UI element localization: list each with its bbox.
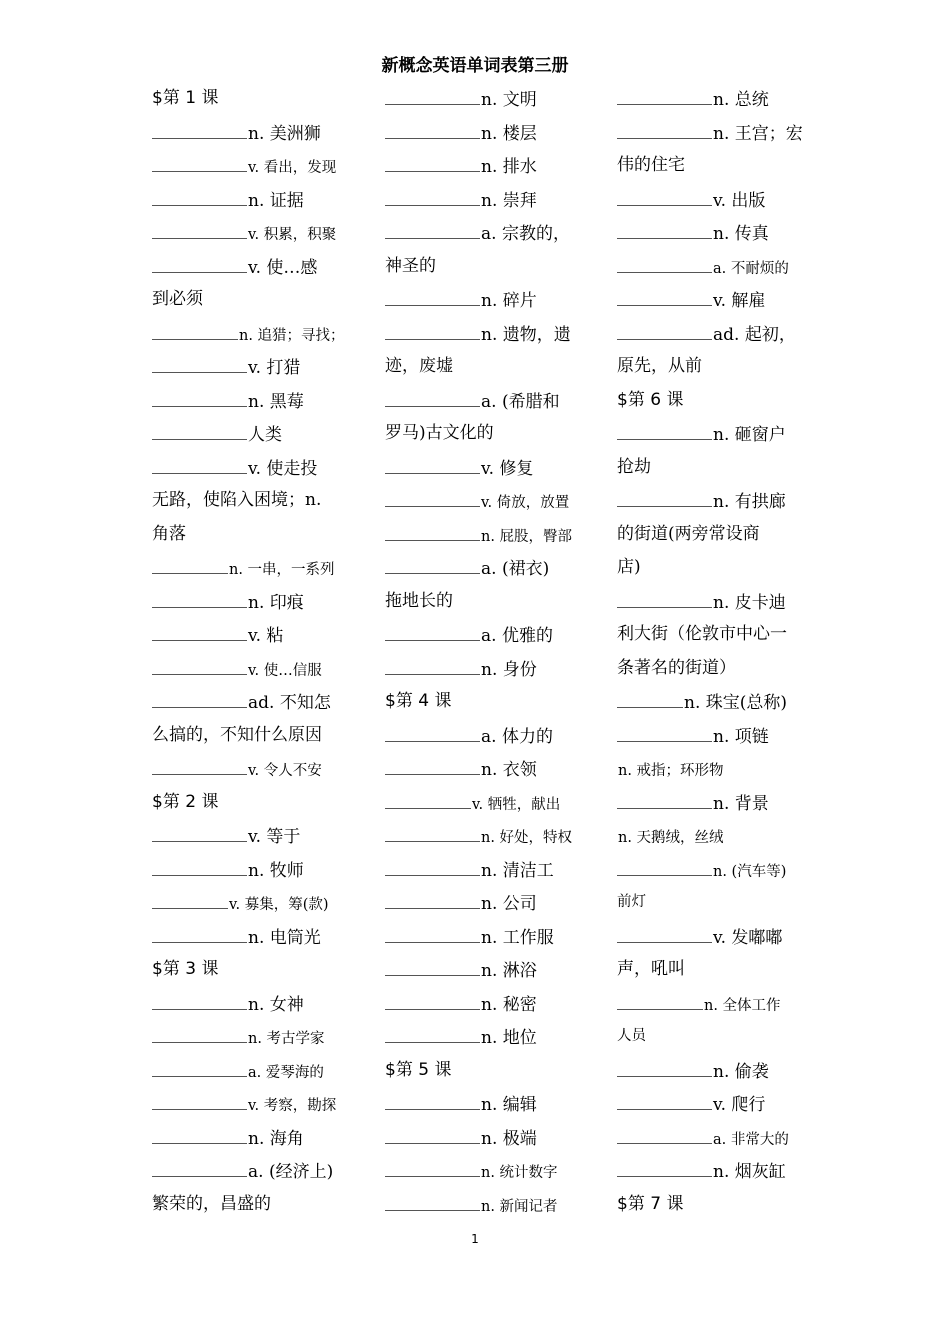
definition-text: n. 项链	[713, 726, 769, 747]
answer-blank	[152, 585, 247, 608]
definition-text: a. (裙衣)	[481, 559, 550, 579]
answer-blank	[152, 1054, 247, 1077]
vocab-entry	[617, 417, 849, 451]
vocab-entry	[152, 317, 384, 351]
answer-blank	[385, 786, 471, 809]
answer-blank	[385, 551, 480, 574]
definition-text: n. 统计数字	[481, 1165, 558, 1181]
definition-text: a. 爱琴海的	[248, 1064, 324, 1081]
answer-blank	[385, 149, 480, 172]
vocab-entry	[385, 283, 617, 317]
lesson-heading: $第 3 课	[152, 959, 219, 979]
answer-blank	[152, 819, 247, 842]
definition-text: n. 戒指；环形物	[618, 763, 724, 779]
vocab-entry	[385, 518, 617, 552]
vocab-entry	[385, 920, 617, 954]
answer-blank	[385, 183, 480, 206]
definition-text: n. 偷袭	[713, 1061, 769, 1082]
vocab-entry	[152, 1020, 384, 1054]
definition-continuation: 角落	[152, 523, 186, 544]
answer-blank	[385, 886, 480, 909]
vocab-entry	[385, 484, 617, 518]
definition-text: n. 背景	[713, 793, 769, 814]
definition-text: a. 优雅的	[481, 626, 553, 646]
definition-text: v. 募集，筹(款)	[229, 897, 329, 913]
definition-text: v. 考察，勘探	[248, 1098, 337, 1114]
definition-text: 人类	[248, 425, 282, 445]
answer-blank	[385, 82, 480, 105]
definition-text: v. 等于	[248, 827, 301, 847]
definition-text: n. (汽车等)	[713, 863, 787, 880]
answer-blank	[385, 1087, 480, 1110]
vocab-entry	[152, 685, 384, 719]
definition-text: n. 秘密	[481, 994, 537, 1015]
vocab-entry	[617, 82, 849, 116]
answer-blank	[385, 853, 480, 876]
definition-text: v. 修复	[481, 458, 534, 479]
definition-text: n. 一串，一系列	[229, 562, 335, 578]
vocab-entry	[152, 987, 384, 1021]
definition-text: v. 发嘟嘟	[713, 927, 783, 948]
answer-blank	[617, 685, 683, 708]
definition-text: a. (希腊和	[481, 391, 560, 412]
definition-continuation: 人员	[617, 1028, 646, 1044]
definition-continuation: 原先，从前	[617, 356, 702, 376]
vocab-entry	[152, 920, 384, 954]
definition-text: n. 公司	[481, 894, 537, 914]
answer-blank	[617, 719, 712, 742]
lesson-heading: $第 4 课	[385, 691, 452, 711]
definition-text: n. 好处，特权	[481, 830, 573, 846]
vocab-entry	[617, 685, 849, 719]
answer-blank	[385, 317, 480, 340]
answer-blank	[385, 618, 480, 641]
definition-text: n. 印痕	[248, 592, 304, 613]
answer-blank	[385, 819, 480, 842]
answer-blank	[617, 417, 712, 440]
definition-text: n. 文明	[481, 90, 537, 110]
vocab-entry	[617, 183, 849, 217]
vocab-entry	[385, 719, 617, 753]
definition-continuation: 条著名的街道）	[617, 657, 736, 678]
answer-blank	[617, 183, 712, 206]
vocab-entry	[152, 585, 384, 619]
definition-continuation: 么搞的，不知什么原因	[152, 724, 322, 745]
answer-blank	[152, 317, 238, 340]
answer-blank	[617, 1054, 712, 1077]
definition-text: v. 看出，发现	[248, 160, 337, 176]
answer-blank	[617, 116, 712, 139]
answer-blank	[617, 920, 712, 943]
definition-text: v. 出版	[713, 190, 766, 211]
vocab-entry	[385, 752, 617, 786]
definition-text: n. 黑莓	[248, 391, 304, 412]
answer-blank	[152, 618, 247, 641]
definition-text: n. 极端	[481, 1128, 537, 1149]
vocab-entry	[617, 317, 849, 351]
vocab-entry	[385, 618, 617, 652]
vocab-column-1	[152, 82, 384, 1221]
answer-blank	[152, 1087, 247, 1110]
vocab-entry	[152, 886, 384, 920]
vocab-entry	[385, 82, 617, 116]
vocab-entry	[617, 283, 849, 317]
definition-text: v. 积累，积聚	[248, 227, 337, 243]
vocab-entry	[385, 1020, 617, 1054]
vocab-entry	[152, 819, 384, 853]
answer-blank	[385, 652, 480, 675]
answer-blank	[617, 786, 712, 809]
definition-text: n. 女神	[248, 994, 304, 1015]
definition-text: n. 排水	[481, 157, 537, 177]
answer-blank	[152, 652, 247, 675]
answer-blank	[152, 149, 247, 172]
answer-blank	[152, 853, 247, 876]
vocab-entry	[385, 819, 617, 853]
definition-text: v. 打猎	[248, 358, 301, 378]
vocab-entry	[385, 953, 617, 987]
answer-blank	[385, 1188, 480, 1211]
vocab-entry	[617, 853, 849, 887]
definition-text: n. 皮卡迪	[713, 592, 786, 613]
definition-text: n. 全体工作	[704, 997, 781, 1014]
definition-continuation: 前灯	[617, 894, 646, 910]
definition-text: a. 不耐烦的	[713, 260, 789, 277]
definition-text: v. 牺牲，献出	[472, 796, 561, 813]
definition-continuation: 声，吼叫	[617, 959, 685, 979]
answer-blank	[152, 183, 247, 206]
vocab-entry	[152, 1121, 384, 1155]
answer-blank	[617, 585, 712, 608]
vocab-entry	[385, 384, 617, 418]
answer-blank	[385, 920, 480, 943]
vocab-entry	[152, 1154, 384, 1188]
answer-blank	[152, 1154, 247, 1177]
answer-blank	[617, 1087, 712, 1110]
vocab-entry	[617, 1154, 849, 1188]
vocab-entry	[617, 216, 849, 250]
vocab-entry	[152, 216, 384, 250]
definition-text: n. 遗物，遗	[481, 324, 571, 345]
answer-blank	[617, 216, 712, 239]
vocab-entry	[617, 250, 849, 284]
vocab-entry	[385, 551, 617, 585]
answer-blank	[617, 283, 712, 306]
answer-blank	[152, 451, 247, 474]
definition-text: n. 碎片	[481, 291, 537, 311]
vocab-entry	[152, 1087, 384, 1121]
answer-blank	[385, 987, 480, 1010]
definition-text: n. 衣领	[481, 760, 537, 780]
definition-text: n. 总统	[713, 90, 769, 110]
answer-blank	[152, 350, 247, 373]
definition-text: n. 淋浴	[481, 961, 537, 981]
answer-blank	[152, 1020, 247, 1043]
definition-text: n. 清洁工	[481, 860, 554, 881]
vocab-entry	[152, 1054, 384, 1088]
vocab-entry	[385, 652, 617, 686]
vocab-entry	[385, 1188, 617, 1222]
answer-blank	[385, 719, 480, 742]
vocab-entry	[385, 116, 617, 150]
lesson-heading: $第 1 课	[152, 88, 219, 108]
answer-blank	[152, 417, 247, 440]
definition-text: n. 王宫；宏	[713, 123, 803, 144]
vocab-entry	[617, 987, 849, 1021]
vocab-entry	[152, 350, 384, 384]
definition-text: v. 粘	[248, 626, 284, 646]
vocab-entry	[617, 585, 849, 619]
definition-text: a. (经济上)	[248, 1162, 334, 1182]
answer-blank	[152, 216, 247, 239]
definition-text: n. 崇拜	[481, 190, 537, 211]
vocab-entry	[385, 317, 617, 351]
definition-text: n. 传真	[713, 224, 769, 244]
answer-blank	[385, 283, 480, 306]
definition-text: n. 身份	[481, 659, 537, 680]
vocab-entry	[152, 652, 384, 686]
vocab-entry	[385, 987, 617, 1021]
lesson-heading: $第 5 课	[385, 1059, 452, 1080]
answer-blank	[385, 384, 480, 407]
answer-blank	[617, 987, 703, 1010]
definition-text: n. 海角	[248, 1128, 304, 1149]
vocab-entry	[152, 451, 384, 485]
vocab-entry	[385, 1154, 617, 1188]
definition-continuation: 迹，废墟	[385, 356, 453, 376]
page-number: 1	[471, 1232, 479, 1246]
vocab-entry	[152, 618, 384, 652]
definition-text: a. 宗教的，	[481, 224, 570, 244]
answer-blank	[617, 1121, 712, 1144]
answer-blank	[385, 518, 480, 541]
definition-continuation: 抢劫	[617, 456, 651, 477]
answer-blank	[152, 551, 228, 574]
answer-blank	[617, 853, 712, 876]
definition-continuation: 拖地长的	[385, 590, 453, 611]
lesson-heading: $第 7 课	[617, 1193, 684, 1214]
definition-text: n. 烟灰缸	[713, 1162, 786, 1182]
lesson-heading: $第 2 课	[152, 791, 219, 812]
vocab-entry	[385, 216, 617, 250]
vocab-entry	[617, 786, 849, 820]
vocab-entry	[617, 920, 849, 954]
definition-text: v. 使…感	[248, 257, 318, 278]
definition-text: v. 令人不安	[248, 763, 322, 779]
definition-continuation: 神圣的	[385, 255, 436, 276]
definition-text: n. 编辑	[481, 1095, 537, 1115]
answer-blank	[152, 250, 247, 273]
definition-text: v. 使…信服	[248, 662, 322, 679]
answer-blank	[152, 886, 228, 909]
definition-text: n. 砸窗户	[713, 425, 786, 445]
definition-text: n. 电筒光	[248, 927, 321, 948]
definition-text: n. 证据	[248, 190, 304, 211]
vocab-entry	[617, 719, 849, 753]
definition-text: n. 工作服	[481, 927, 554, 948]
vocab-entry	[385, 183, 617, 217]
answer-blank	[385, 1154, 480, 1177]
vocab-entry	[617, 484, 849, 518]
definition-text: n. 屁股，臀部	[481, 528, 573, 545]
vocab-entry	[152, 250, 384, 284]
definition-text: n. 追猎；寻找；	[239, 327, 345, 344]
answer-blank	[152, 752, 247, 775]
definition-text: ad. 起初，	[713, 324, 796, 345]
definition-text: ad. 不知怎	[248, 693, 331, 713]
vocab-entry	[617, 1054, 849, 1088]
vocab-entry	[152, 384, 384, 418]
vocab-entry	[152, 752, 384, 786]
answer-blank	[385, 953, 480, 976]
vocab-entry	[152, 116, 384, 150]
answer-blank	[385, 216, 480, 239]
definition-text: v. 倚放，放置	[481, 495, 570, 511]
definition-continuation: 的街道(两旁常设商	[617, 523, 760, 544]
definition-text: n. 有拱廊	[713, 492, 786, 512]
definition-text: n. 楼层	[481, 123, 537, 144]
definition-text: v. 使走投	[248, 458, 318, 479]
answer-blank	[385, 752, 480, 775]
page-title: 新概念英语单词表第三册	[381, 56, 569, 76]
answer-blank	[152, 920, 247, 943]
definition-text: n. 牧师	[248, 860, 304, 881]
answer-blank	[617, 484, 712, 507]
definition-continuation: 无路，使陷入困境；n.	[152, 490, 322, 510]
answer-blank	[152, 116, 247, 139]
vocab-entry	[152, 149, 384, 183]
vocab-entry	[385, 1121, 617, 1155]
vocab-entry	[385, 886, 617, 920]
answer-blank	[152, 1121, 247, 1144]
answer-blank	[385, 1121, 480, 1144]
answer-blank	[617, 250, 712, 273]
vocab-entry	[385, 149, 617, 183]
vocab-column-2	[385, 82, 617, 1221]
definition-text: n. 美洲狮	[248, 123, 321, 144]
vocab-entry	[152, 183, 384, 217]
vocab-entry	[617, 819, 849, 853]
definition-text: v. 解雇	[713, 291, 766, 311]
definition-text: n. 新闻记者	[481, 1198, 558, 1215]
definition-text: a. 非常大的	[713, 1131, 789, 1148]
answer-blank	[385, 116, 480, 139]
answer-blank	[152, 987, 247, 1010]
answer-blank	[617, 317, 712, 340]
vocab-column-3	[617, 82, 849, 1221]
definition-continuation: 罗马)古文化的	[385, 423, 494, 443]
vocab-entry	[617, 116, 849, 150]
definition-text: n. 地位	[481, 1028, 537, 1048]
answer-blank	[385, 1020, 480, 1043]
answer-blank	[617, 1154, 712, 1177]
definition-continuation: 繁荣的，昌盛的	[152, 1193, 271, 1214]
vocab-entry	[152, 551, 384, 585]
vocab-entry	[617, 1087, 849, 1121]
definition-text: a. 体力的	[481, 726, 553, 747]
vocab-entry	[385, 853, 617, 887]
answer-blank	[152, 384, 247, 407]
vocab-entry	[385, 1087, 617, 1121]
vocab-entry	[617, 1121, 849, 1155]
definition-continuation: 店)	[617, 557, 641, 577]
answer-blank	[617, 82, 712, 105]
vocab-entry	[617, 752, 849, 786]
definition-text: n. 天鹅绒，丝绒	[618, 830, 724, 846]
answer-blank	[152, 685, 247, 708]
definition-text: n. 珠宝(总称)	[684, 693, 788, 713]
vocab-entry	[385, 451, 617, 485]
vocab-entry	[385, 786, 617, 820]
definition-text: n. 考古学家	[248, 1031, 325, 1047]
definition-continuation: 伟的住宅	[617, 155, 685, 175]
definition-continuation: 到必须	[152, 289, 203, 309]
vocab-entry	[152, 853, 384, 887]
vocab-entry	[152, 417, 384, 451]
answer-blank	[385, 484, 480, 507]
answer-blank	[385, 451, 480, 474]
definition-continuation: 利大街（伦敦市中心一	[617, 624, 787, 644]
lesson-heading: $第 6 课	[617, 389, 684, 410]
definition-text: v. 爬行	[713, 1095, 766, 1115]
